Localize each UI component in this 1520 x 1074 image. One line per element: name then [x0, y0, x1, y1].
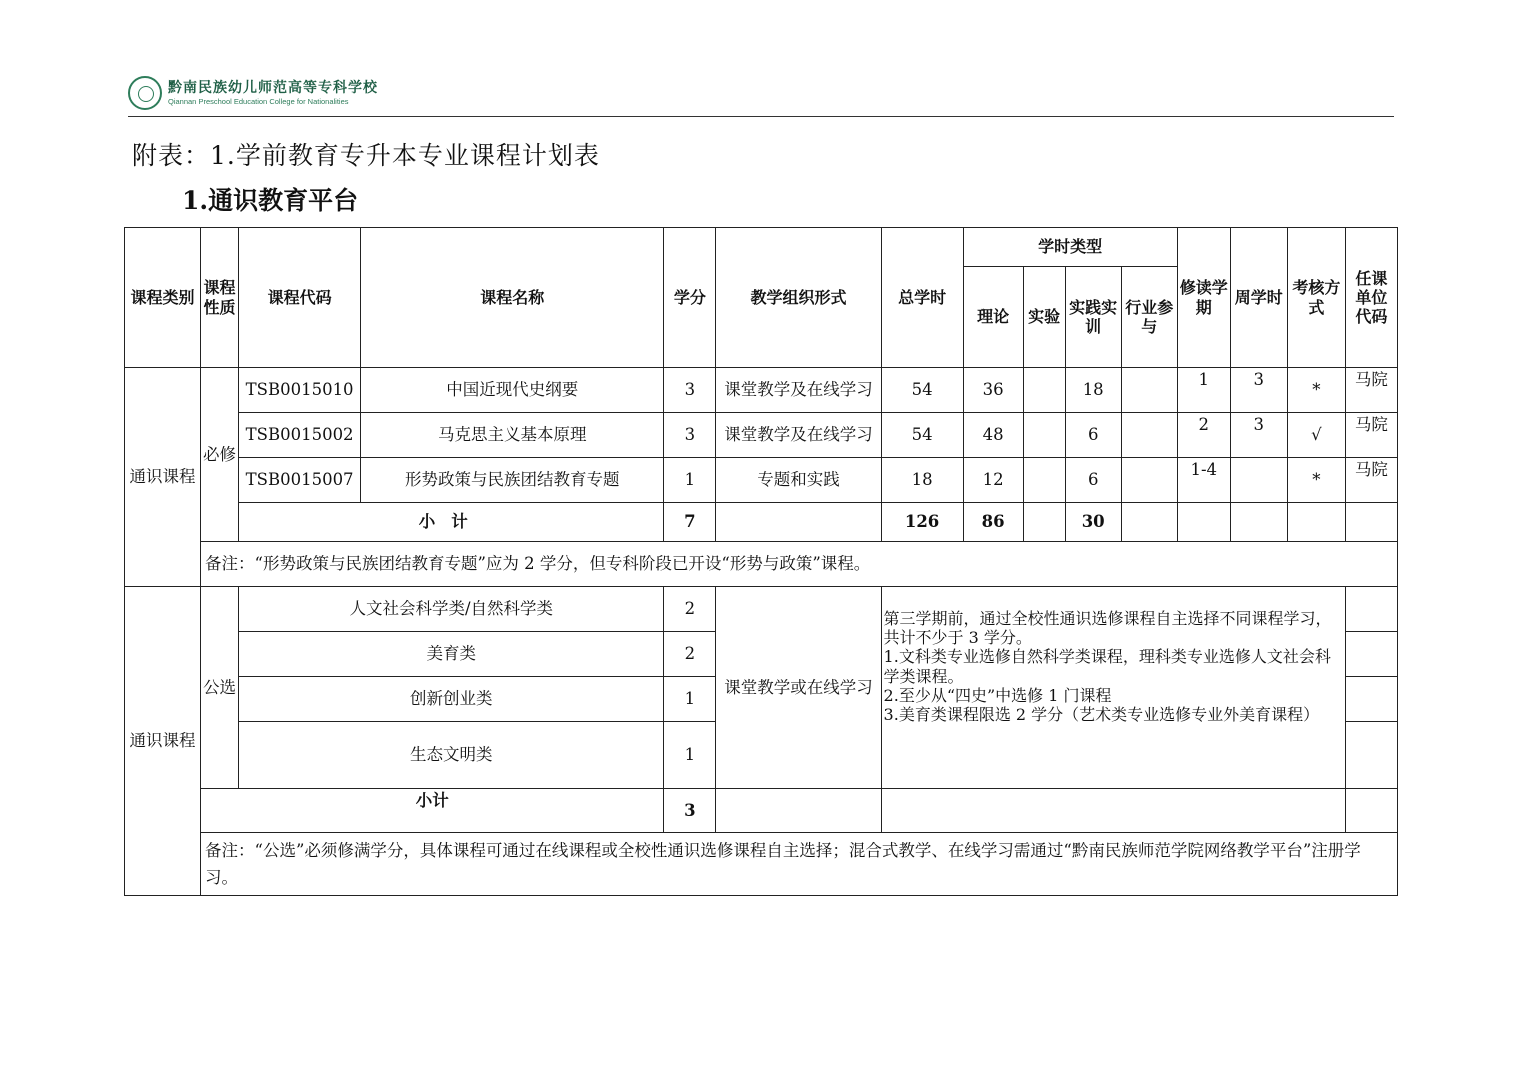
empty-cell	[1345, 677, 1397, 722]
course-theory: 48	[963, 413, 1023, 458]
nature-cell: 公选	[201, 587, 239, 789]
table-row	[125, 587, 1398, 632]
course-semester: 1-4	[1177, 458, 1230, 503]
logo-chinese-name: 黔南民族幼儿师范高等专科学校	[168, 79, 378, 96]
section1-note: 备注：“形势政策与民族团结教育专题”应为 2 学分，但专科阶段已开设“形势与政策”课程。	[201, 542, 1398, 587]
subtotal-total-hours: 126	[881, 503, 963, 542]
course-weekly-hours	[1230, 458, 1287, 503]
table-row	[125, 458, 1398, 503]
empty-cell	[1345, 722, 1397, 789]
course-plan-table	[124, 227, 1398, 896]
empty-cell	[1345, 503, 1397, 542]
empty-cell	[1345, 587, 1397, 632]
course-name: 中国近现代史纲要	[361, 368, 664, 413]
course-semester: 2	[1177, 413, 1230, 458]
document-title: 附表：1.学前教育专升本专业课程计划表	[132, 141, 600, 170]
elective-name: 人文社会科学类/自然科学类	[239, 587, 664, 632]
category-cell: 通识课程	[125, 587, 201, 896]
elective-form: 课堂教学或在线学习	[716, 587, 881, 789]
course-industry	[1121, 458, 1177, 503]
subtotal-label: 小计	[239, 503, 664, 542]
header-name: 课程名称	[361, 228, 664, 368]
course-experiment	[1023, 413, 1065, 458]
course-total-hours: 54	[881, 413, 963, 458]
course-weekly-hours: 3	[1230, 368, 1287, 413]
course-unit: 马院	[1345, 368, 1397, 413]
header-semester: 修读学期	[1177, 228, 1230, 368]
note-row	[125, 542, 1398, 587]
logo-english-name: Qiannan Preschool Education College for Nationalities	[168, 96, 349, 106]
course-name: 马克思主义基本原理	[361, 413, 664, 458]
subtotal-row	[125, 789, 1398, 833]
empty-cell	[881, 789, 1345, 833]
course-theory: 36	[963, 368, 1023, 413]
header-theory: 理论	[963, 267, 1023, 368]
table-row	[125, 368, 1398, 413]
empty-cell	[1121, 503, 1177, 542]
header-credit: 学分	[664, 228, 716, 368]
course-form: 课堂教学及在线学习	[716, 413, 881, 458]
elective-credit: 1	[664, 677, 716, 722]
empty-cell	[1345, 632, 1397, 677]
elective-credit: 2	[664, 587, 716, 632]
subtotal-practice: 30	[1065, 503, 1121, 542]
course-practice: 18	[1065, 368, 1121, 413]
header-assessment: 考核方式	[1287, 228, 1345, 368]
elective-name: 生态文明类	[239, 722, 664, 789]
empty-cell	[716, 503, 881, 542]
course-assessment: *	[1287, 368, 1345, 413]
course-theory: 12	[963, 458, 1023, 503]
header-hour-types: 学时类型	[963, 228, 1177, 267]
elective-credit: 2	[664, 632, 716, 677]
course-unit: 马院	[1345, 413, 1397, 458]
empty-cell	[1345, 789, 1397, 833]
page-header	[128, 74, 1394, 117]
course-experiment	[1023, 458, 1065, 503]
nature-cell: 必修	[201, 368, 239, 542]
course-industry	[1121, 413, 1177, 458]
course-total-hours: 18	[881, 458, 963, 503]
course-weekly-hours: 3	[1230, 413, 1287, 458]
header-industry: 行业参与	[1121, 267, 1177, 368]
course-name: 形势政策与民族团结教育专题	[361, 458, 664, 503]
course-form: 课堂教学及在线学习	[716, 368, 881, 413]
elective-name: 创新创业类	[239, 677, 664, 722]
course-credit: 1	[664, 458, 716, 503]
empty-cell	[1287, 503, 1345, 542]
subtotal-label: 小计	[201, 789, 664, 833]
header-code: 课程代码	[239, 228, 361, 368]
header-row	[125, 228, 1398, 267]
college-logo	[128, 76, 378, 110]
course-unit: 马院	[1345, 458, 1397, 503]
description-line: 1.文科类专业选修自然科学类课程，理科类专业选修人文社会科学类课程。	[883, 647, 1331, 686]
section-title: 1.通识教育平台	[182, 186, 359, 215]
category-cell: 通识课程	[125, 368, 201, 587]
course-total-hours: 54	[881, 368, 963, 413]
empty-cell	[1023, 503, 1065, 542]
empty-cell	[1230, 503, 1287, 542]
subtotal-credit: 3	[664, 789, 716, 833]
course-assessment: √	[1287, 413, 1345, 458]
course-practice: 6	[1065, 458, 1121, 503]
course-code: TSB0015002	[239, 413, 361, 458]
header-nature: 课程性质	[201, 228, 239, 368]
header-unit-code: 任课单位代码	[1345, 228, 1397, 368]
course-practice: 6	[1065, 413, 1121, 458]
course-credit: 3	[664, 368, 716, 413]
elective-name: 美育类	[239, 632, 664, 677]
subtotal-credit: 7	[664, 503, 716, 542]
elective-description	[881, 587, 1345, 789]
header-practice: 实践实训	[1065, 267, 1121, 368]
subtotal-theory: 86	[963, 503, 1023, 542]
header-total-hours: 总学时	[881, 228, 963, 368]
header-teaching-form: 教学组织形式	[716, 228, 881, 368]
header-category: 课程类别	[125, 228, 201, 368]
description-line: 2.至少从“四史”中选修 1 门课程	[883, 685, 1112, 705]
section2-note: 备注：“公选”必须修满学分，具体课程可通过在线课程或全校性通识选修课程自主选择；混合式教学、在线学习需通过“黔南民族师范学院网络教学平台”注册学习。	[201, 833, 1398, 896]
course-semester: 1	[1177, 368, 1230, 413]
course-form: 专题和实践	[716, 458, 881, 503]
course-code: TSB0015007	[239, 458, 361, 503]
elective-credit: 1	[664, 722, 716, 789]
subtotal-row	[125, 503, 1398, 542]
header-experiment: 实验	[1023, 267, 1065, 368]
header-weekly-hours: 周学时	[1230, 228, 1287, 368]
course-code: TSB0015010	[239, 368, 361, 413]
table-row	[125, 413, 1398, 458]
description-line: 3.美育类课程限选 2 学分（艺术类专业选修专业外美育课程）	[883, 704, 1320, 724]
course-industry	[1121, 368, 1177, 413]
course-experiment	[1023, 368, 1065, 413]
note-row	[125, 833, 1398, 896]
course-assessment: *	[1287, 458, 1345, 503]
course-credit: 3	[664, 413, 716, 458]
description-line: 第三学期前，通过全校性通识选修课程自主选择不同课程学习，共计不少于 3 学分。	[883, 609, 1332, 648]
empty-cell	[1177, 503, 1230, 542]
empty-cell	[716, 789, 881, 833]
college-seal-icon	[128, 76, 162, 110]
